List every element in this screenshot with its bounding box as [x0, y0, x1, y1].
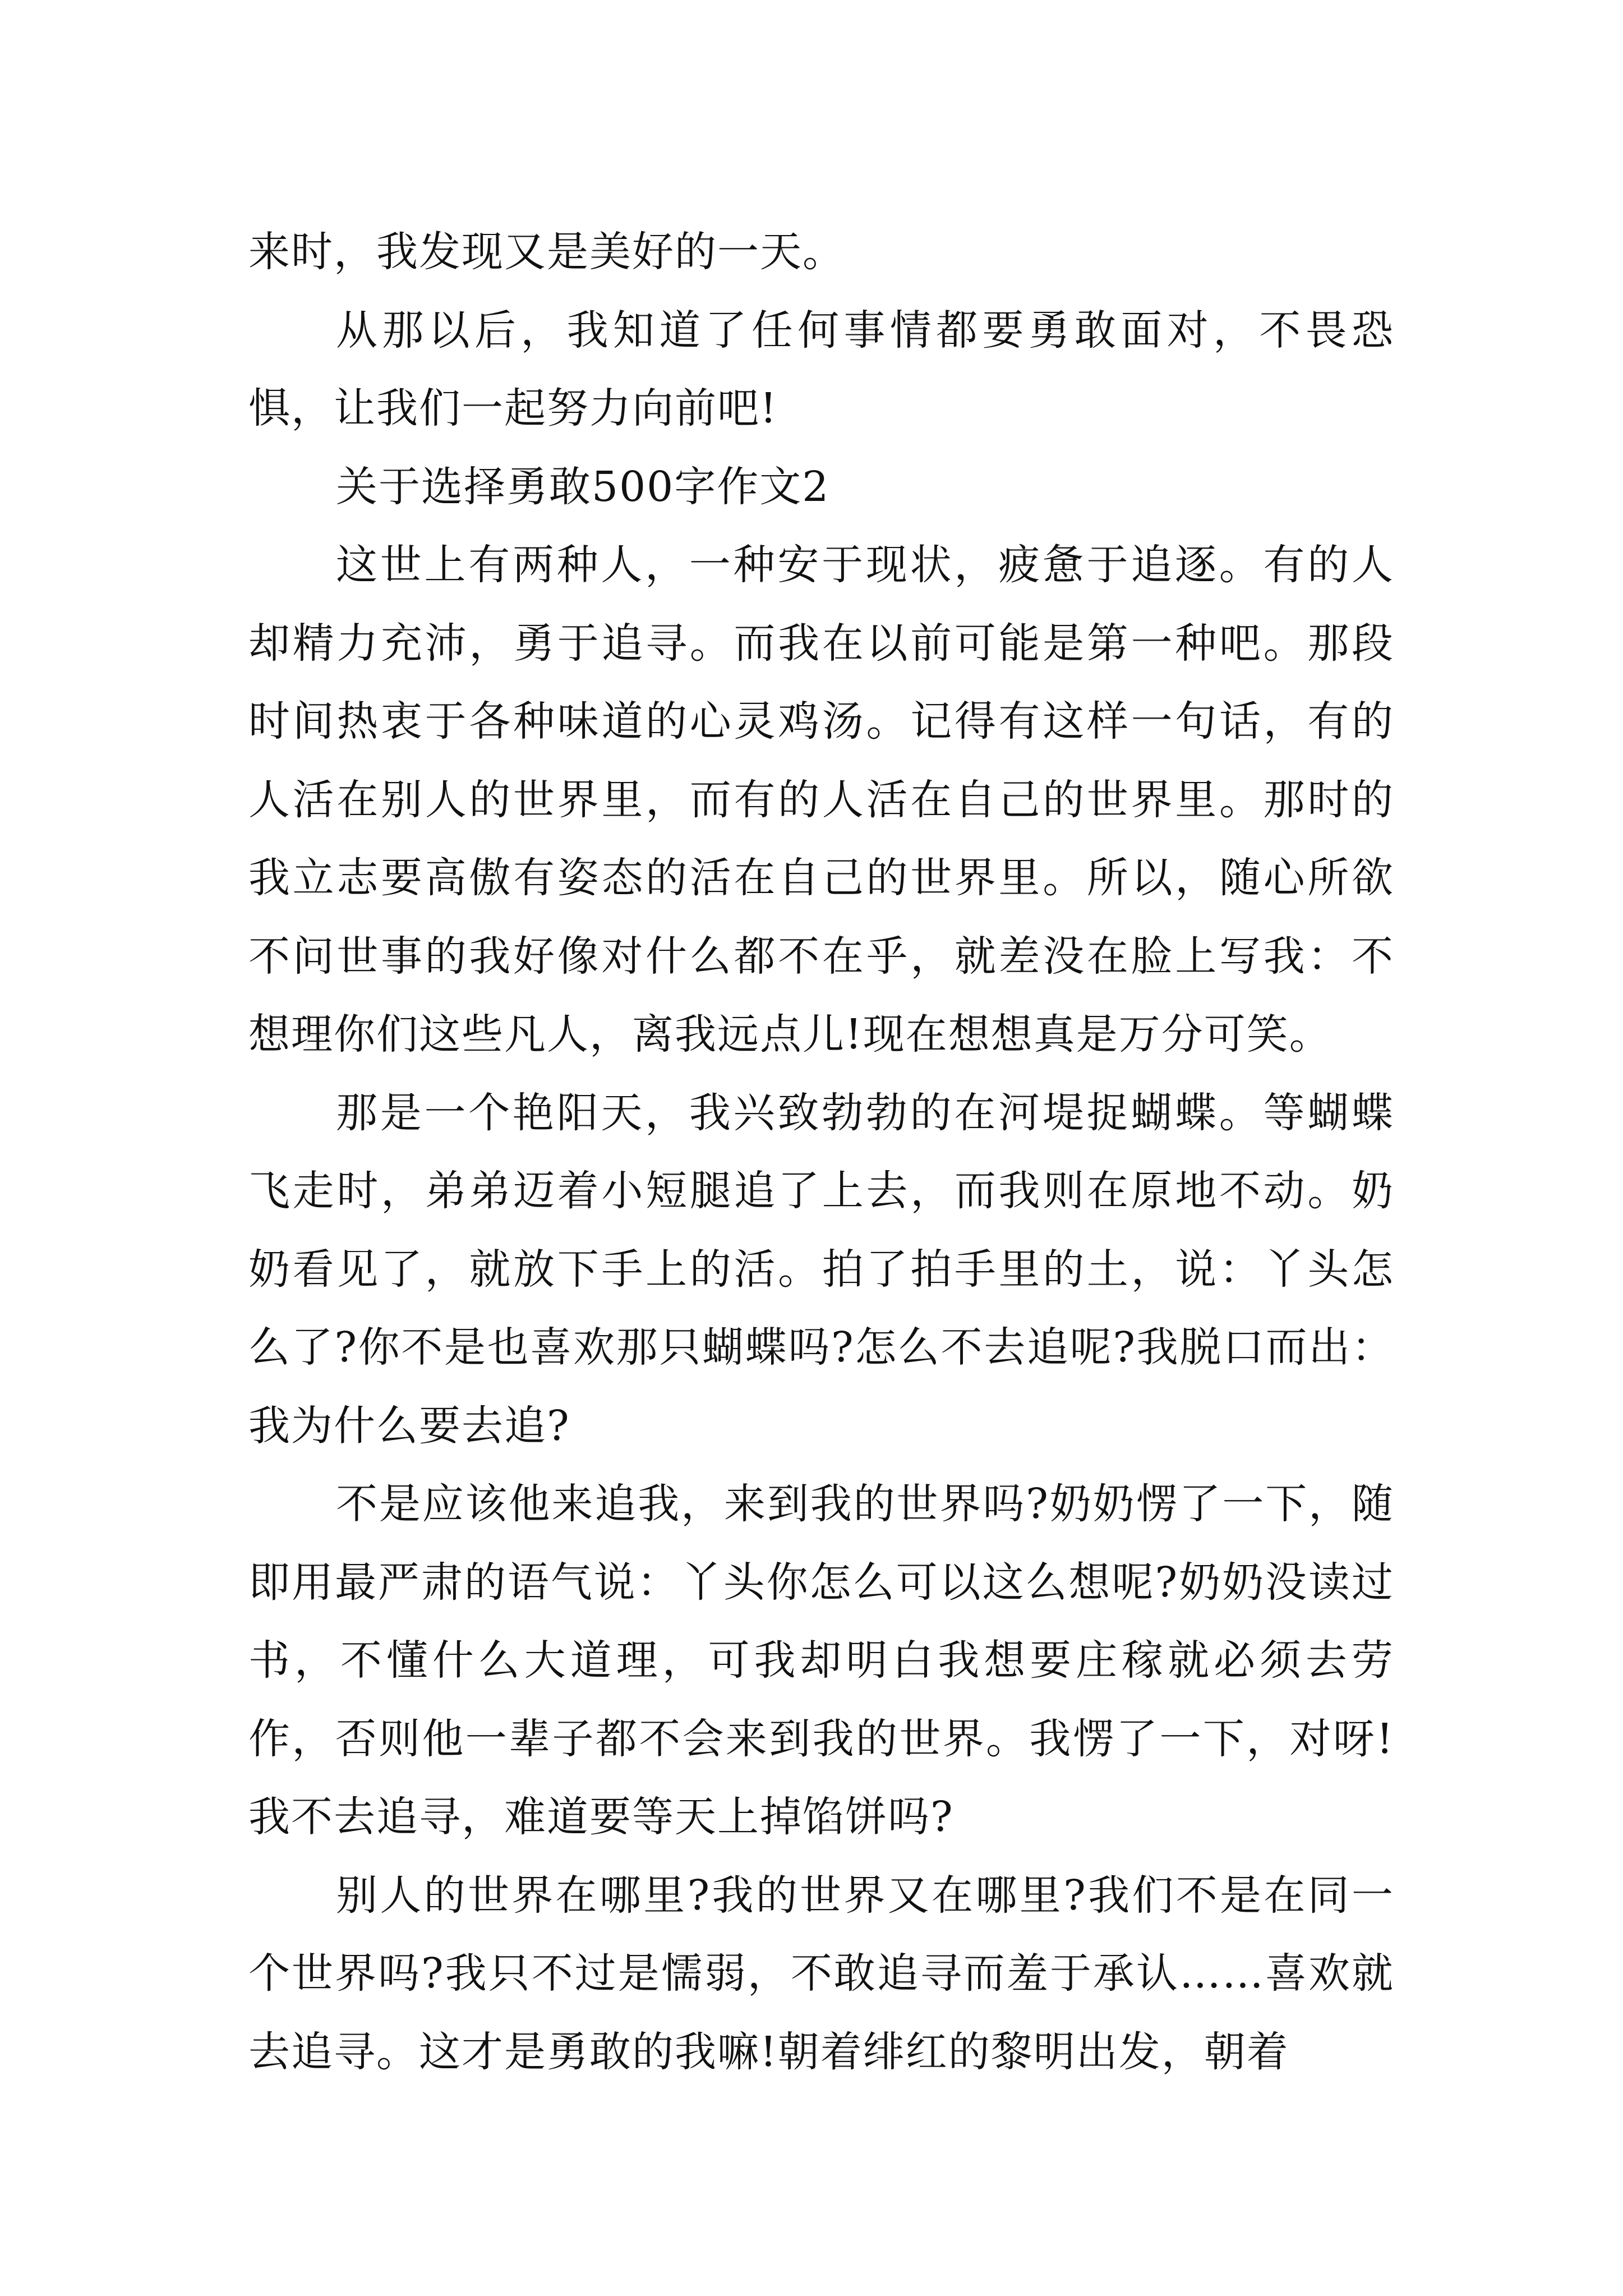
- essay-title: 关于选择勇敢500字作文2: [336, 462, 830, 511]
- paragraph-butterfly: 那是一个艳阳天，我兴致勃勃的在河堤捉蝴蝶。等蝴蝶飞走时，弟弟迈着小短腿追了上去，而我则在原地不动。奶奶看见了，就放下手上的活。拍了拍手里的土，说：丫头怎么了?你不是也喜欢那只蝴蝶吗?怎么不去追呢?我脱口而出：我为什么要去追?: [248, 1088, 1394, 1450]
- paragraph-conclusion: 从那以后，我知道了任何事情都要勇敢面对，不畏恐惧，让我们一起努力向前吧!: [248, 306, 1394, 432]
- paragraph-intro: 这世上有两种人，一种安于现状，疲惫于追逐。有的人却精力充沛，勇于追寻。而我在以前可能是第一种吧。那段时间热衷于各种味道的心灵鸡汤。记得有这样一句话，有的人活在别人的世界里，而有的人活在自己的世界里。那时的我立志要高傲有姿态的活在自己的世界里。所以，随心所欲不问世事的我好像对什么都不在乎，就差没在脸上写我：不想理你们这些凡人，离我远点儿!现在想想真是万分可笑。: [248, 541, 1394, 1059]
- document-body: [248, 213, 1394, 2091]
- paragraph-world: 别人的世界在哪里?我的世界又在哪里?我们不是在同一个世界吗?我只不过是懦弱，不敢追寻而羞于承认……喜欢就去追寻。这才是勇敢的我嘛!朝着绯红的黎明出发，朝着: [248, 1871, 1394, 2076]
- paragraph-continuation: 来时，我发现又是美好的一天。: [248, 228, 845, 276]
- paragraph-grandma: 不是应该他来追我，来到我的世界吗?奶奶愣了一下，随即用最严肃的语气说：丫头你怎么可以这么想呢?奶奶没读过书，不懂什么大道理，可我却明白我想要庄稼就必须去劳作，否则他一辈子都不会来到我的世界。我愣了一下，对呀!我不去追寻，难道要等天上掉馅饼吗?: [248, 1480, 1394, 1841]
